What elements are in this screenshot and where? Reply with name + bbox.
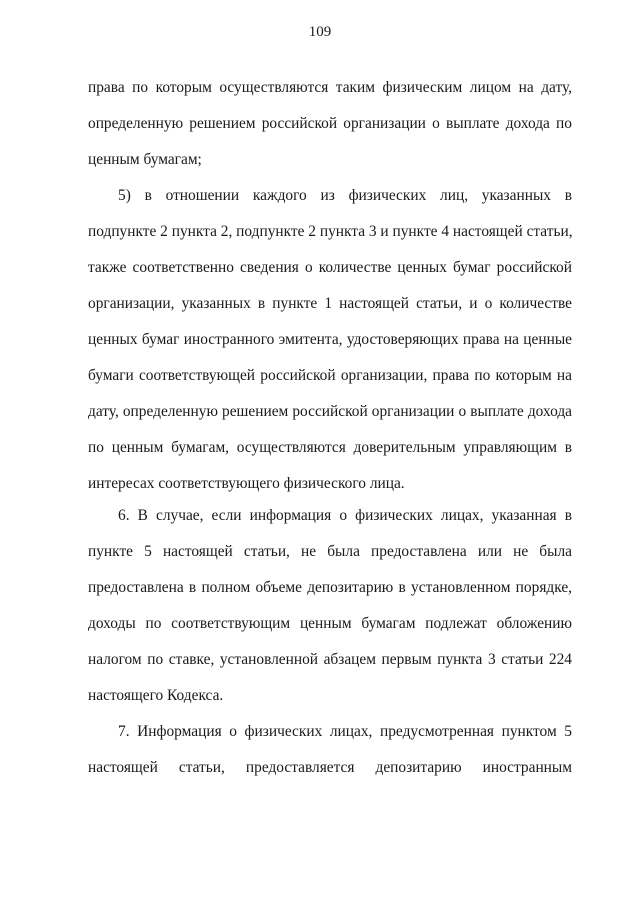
page-number: 109 (308, 24, 332, 40)
text-line: по ценным бумагам, осуществляются доверительным управляющим в (88, 439, 572, 456)
text-line: организации, указанных в пункте 1 настоящей статьи, и о количестве (88, 295, 572, 312)
text-line: 5) в отношении каждого из физических лиц, указанных в (118, 187, 572, 204)
text-line: определенную решением российской организации о выплате дохода по (88, 115, 572, 132)
text-line: ценных бумаг иностранного эмитента, удостоверяющих права на ценные (88, 331, 572, 348)
text-line: настоящей статьи, предоставляется депозитарию иностранным (88, 759, 572, 776)
text-line: также соответственно сведения о количестве ценных бумаг российской (88, 259, 572, 276)
text-line: пункте 5 настоящей статьи, не была предоставлена или не была (88, 543, 572, 560)
text-line: 7. Информация о физических лицах, предусмотренная пунктом 5 (118, 723, 572, 740)
text-line: настоящего Кодекса. (88, 687, 224, 704)
text-line: дату, определенную решением российской организации о выплате дохода (88, 403, 572, 420)
paragraph-continuation (88, 70, 572, 178)
text-line: подпункте 2 пункта 2, подпункте 2 пункта 3 и пункте 4 настоящей статьи, (88, 223, 573, 240)
text-line: бумаги соответствующей российской организации, права по которым на (88, 367, 572, 384)
text-line: доходы по соответствующим ценным бумагам подлежат обложению (88, 615, 572, 632)
paragraph-section-7 (88, 714, 572, 786)
text-line: права по которым осуществляются таким физическим лицом на дату, (88, 79, 572, 96)
text-line: 6. В случае, если информация о физических лицах, указанная в (118, 507, 572, 524)
paragraph-section-6 (88, 498, 572, 714)
text-line: ценным бумагам; (88, 151, 202, 168)
paragraph-item-5 (88, 178, 572, 502)
text-line: интересах соответствующего физического лица. (88, 475, 405, 492)
text-line: предоставлена в полном объеме депозитарию в установленном порядке, (88, 579, 572, 596)
text-line: налогом по ставке, установленной абзацем первым пункта 3 статьи 224 (88, 651, 572, 668)
